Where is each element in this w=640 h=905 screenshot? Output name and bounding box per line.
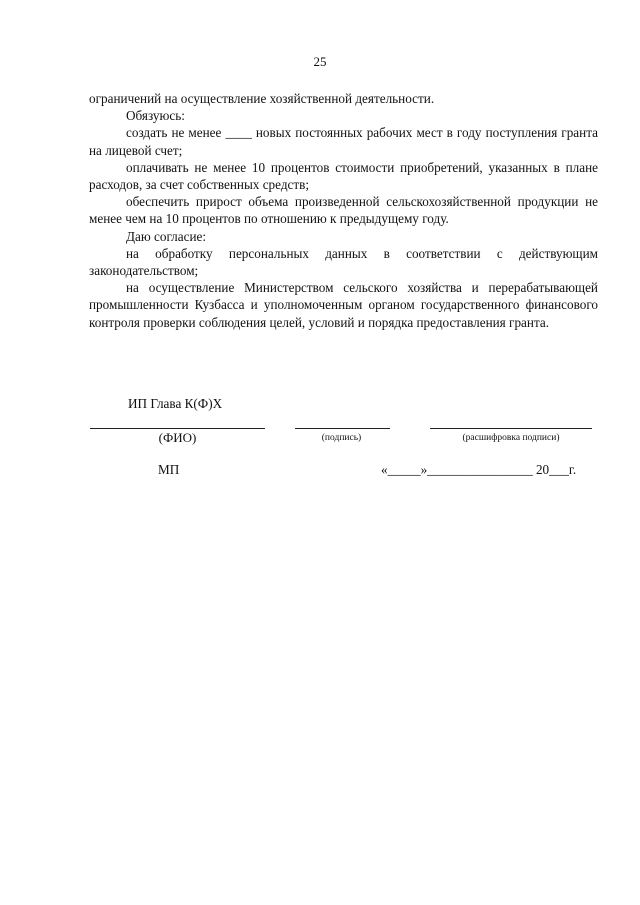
signature-title: ИП Глава К(Ф)Х <box>128 396 223 411</box>
paragraph-consent-heading: Даю согласие: <box>126 228 207 244</box>
paragraph-cofinancing: оплачивать не менее 10 процентов стоимости приобретений, указанных в плане расходов, за счет собственных средств; <box>89 159 598 193</box>
paragraph-inspection-consent: на осуществление Министерством сельского хозяйства и перерабатывающей промышленности Кузбасса и уполномоченным органом государственного финансового контроля проверки соблюдения целей, условий и порядка предоставления гранта. <box>89 280 598 330</box>
fio-line <box>90 428 265 429</box>
paragraph-obligations-heading: Обязуюсь: <box>126 108 185 124</box>
signature-decode-caption: (расшифровка подписи) <box>462 433 560 443</box>
paragraph-production-growth: обеспечить прирост объема произведенной сельскохозяйственной продукции не менее чем на 10 процентов по отношению к предыдущему году. <box>89 194 598 227</box>
date-field: «_____»________________ 20___г. <box>381 462 577 477</box>
signature-line <box>295 428 390 429</box>
paragraph-create-jobs: создать не менее ____ новых постоянных рабочих мест в году поступления гранта на лицевой счет; <box>89 125 598 158</box>
paragraph-restrictions: ограничений на осуществление хозяйственной деятельности. <box>89 91 435 106</box>
signature-caption: (подпись) <box>321 433 362 443</box>
paragraph-personal-data: на обработку персональных данных в соответствии с действующим законодательством; <box>89 245 598 279</box>
stamp-label: МП <box>158 462 180 477</box>
document-body <box>89 90 598 331</box>
page-number: 25 <box>313 54 327 69</box>
fio-caption: (ФИО) <box>158 430 197 445</box>
signature-decode-line <box>430 428 592 429</box>
